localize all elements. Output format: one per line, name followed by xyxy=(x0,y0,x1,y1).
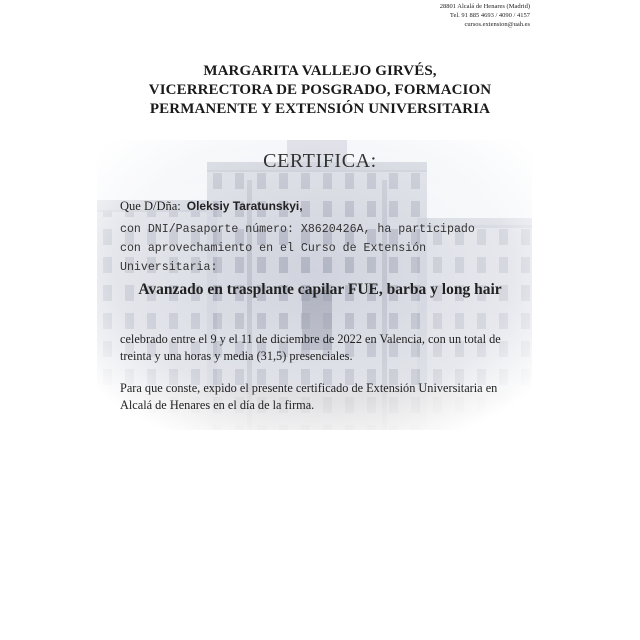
recipient-name: Oleksiy Taratunskyi, xyxy=(186,199,303,213)
address-email: cursos.extension@uah.es xyxy=(464,21,530,28)
dni-statement xyxy=(120,220,520,277)
recipient-line xyxy=(120,199,303,214)
recipient-prefix: Que D/Dña: xyxy=(120,199,181,213)
certifies-label: CERTIFICA: xyxy=(263,150,377,172)
dni-line: con DNI/Pasaporte número: X8620426A, ha participado xyxy=(120,223,475,236)
course-dates-paragraph: celebrado entre el 9 y el 11 de diciembre de 2022 en Valencia, con un total de treinta y una horas y media (31,5) presenciales. xyxy=(120,332,501,363)
closing-paragraph: Para que conste, expido el presente certificado de Extensión Universitaria en Alcalá de Henares en el día de la firma. xyxy=(120,381,498,412)
issuer-title-line2: PERMANENTE Y EXTENSIÓN UNIVERSITARIA xyxy=(149,101,491,117)
institution-address xyxy=(440,2,530,29)
course-title: Avanzado en trasplante capilar FUE, barba y long hair xyxy=(138,281,502,298)
certificate-issuer-heading xyxy=(0,62,640,119)
issuer-title-line1: VICERRECTORA DE POSGRADO, FORMACION xyxy=(148,82,492,98)
participation-line: con aprovechamiento en el Curso de Extensión Universitaria: xyxy=(120,242,427,274)
address-city: 28801 Alcalá de Henares (Madrid) xyxy=(439,3,530,10)
issuer-name: MARGARITA VALLEJO GIRVÉS, xyxy=(203,63,437,79)
address-phone: Tel. 91 885 4693 / 4090 / 4157 xyxy=(449,12,530,19)
